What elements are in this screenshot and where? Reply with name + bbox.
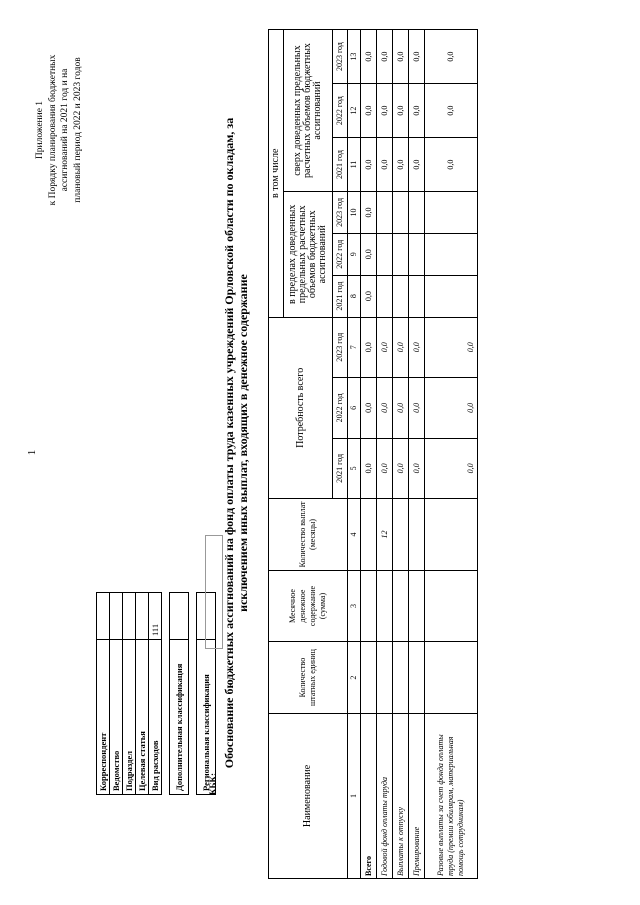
cell: 0,0 (425, 30, 478, 84)
kbk-label: КБК: (208, 773, 218, 795)
cell: 0,0 (409, 30, 425, 84)
cell (409, 570, 425, 642)
budget-table (268, 29, 478, 879)
row-name: Всего (361, 713, 377, 878)
cell (425, 233, 478, 275)
column-number: 4 (348, 499, 361, 571)
year-header: 2021 год (333, 275, 348, 317)
cell: 0,0 (361, 275, 377, 317)
cell (409, 275, 425, 317)
cell (377, 233, 393, 275)
cell: 0,0 (425, 378, 478, 439)
page-number: 1 (26, 449, 38, 456)
cell (361, 570, 377, 642)
cell: 0,0 (361, 378, 377, 439)
cell: 0,0 (409, 438, 425, 499)
cell: 0,0 (409, 378, 425, 439)
cell (393, 192, 409, 234)
year-header: 2023 год (333, 192, 348, 234)
header-total-need: Потребность всего (269, 317, 333, 499)
header-monthly-salary: Месячное денежное содержание (сумма) (269, 570, 348, 642)
cell (393, 570, 409, 642)
classification-value (123, 593, 136, 640)
cell: 0,0 (409, 317, 425, 378)
column-number: 9 (348, 233, 361, 275)
classification-value (97, 593, 110, 640)
appendix-line: ассигнований на 2021 год и на (60, 68, 70, 192)
column-number: 8 (348, 275, 361, 317)
appendix-line: к Порядку планирования бюджетных (47, 54, 58, 206)
classification-row (110, 593, 123, 795)
cell: 0,0 (377, 138, 393, 192)
classification-value: 111 (149, 593, 162, 640)
row-name: Выплаты к отпуску (393, 713, 409, 878)
cell (393, 499, 409, 571)
year-header: 2022 год (333, 378, 348, 439)
cell (361, 642, 377, 714)
row-name: Годовой фонд оплаты труда (377, 713, 393, 878)
row-name: Премирование (409, 713, 425, 878)
cell: 0,0 (409, 138, 425, 192)
year-header: 2021 год (333, 138, 348, 192)
kbk-field[interactable] (205, 535, 223, 649)
year-header: 2023 год (333, 30, 348, 84)
classification-label: Дополнительная классификация (170, 640, 189, 795)
table-row (409, 30, 425, 879)
cell (393, 275, 409, 317)
classification-label: Подраздел (123, 640, 136, 795)
row-name: Разовые выплаты за счет фонда оплаты труда (премии юбилярам, материальная помощь сотрудникам) (425, 713, 478, 878)
year-header: 2022 год (333, 84, 348, 138)
cell: 0,0 (377, 317, 393, 378)
cell: 0,0 (425, 317, 478, 378)
cell (377, 192, 393, 234)
cell (409, 642, 425, 714)
classification-row (123, 593, 136, 795)
classification-label: Региональная классификация (197, 640, 216, 795)
cell (425, 275, 478, 317)
cell: 0,0 (361, 84, 377, 138)
year-header: 2021 год (333, 438, 348, 499)
header-including: в том числе (269, 30, 284, 318)
cell (377, 275, 393, 317)
cell (377, 570, 393, 642)
column-number: 12 (348, 84, 361, 138)
appendix-note (34, 15, 84, 245)
classification-label: Ведомство (110, 640, 123, 795)
column-number: 6 (348, 378, 361, 439)
cell: 0,0 (425, 438, 478, 499)
header-name: Наименование (269, 713, 348, 878)
cell: 0,0 (377, 438, 393, 499)
header-above-limits: сверх доведенных предельных расчетных объемов бюджетных ассигнований (284, 30, 333, 192)
cell (393, 233, 409, 275)
table-row (393, 30, 409, 879)
cell: 0,0 (425, 138, 478, 192)
cell: 0,0 (393, 378, 409, 439)
cell: 0,0 (361, 233, 377, 275)
classification-value (136, 593, 149, 640)
column-number: 13 (348, 30, 361, 84)
cell (425, 570, 478, 642)
classification-row (97, 593, 110, 795)
table-row (425, 30, 478, 879)
column-number: 7 (348, 317, 361, 378)
column-number: 5 (348, 438, 361, 499)
cell (409, 499, 425, 571)
column-number: 10 (348, 192, 361, 234)
cell: 0,0 (361, 438, 377, 499)
column-number: 1 (348, 713, 361, 878)
classification-value (110, 593, 123, 640)
classification-row (170, 593, 189, 795)
classification-table (96, 592, 216, 795)
cell: 0,0 (377, 30, 393, 84)
appendix-line: Приложение 1 (35, 100, 45, 160)
column-number: 2 (348, 642, 361, 714)
classification-label: Целевая статья (136, 640, 149, 795)
classification-label: Корреспондент (97, 640, 110, 795)
cell (361, 499, 377, 571)
cell: 0,0 (361, 192, 377, 234)
cell: 0,0 (393, 84, 409, 138)
classification-value (170, 593, 189, 640)
cell: 0,0 (425, 84, 478, 138)
cell: 12 (377, 499, 393, 571)
header-within-limits: в пределах доведенных предельных расчетных объемов бюджетных ассигнований (284, 192, 333, 317)
cell: 0,0 (409, 84, 425, 138)
classification-row (149, 593, 162, 795)
year-header: 2022 год (333, 233, 348, 275)
cell: 0,0 (393, 438, 409, 499)
cell (425, 499, 478, 571)
cell (425, 192, 478, 234)
cell (377, 642, 393, 714)
cell: 0,0 (377, 84, 393, 138)
cell (393, 642, 409, 714)
cell: 0,0 (361, 317, 377, 378)
table-row (361, 30, 377, 879)
cell (425, 642, 478, 714)
header-staff-units: Количество штатных единиц (269, 642, 348, 714)
classification-label: Вид расходов (149, 640, 162, 795)
cell: 0,0 (393, 317, 409, 378)
year-header: 2023 год (333, 317, 348, 378)
document-title: Обоснование бюджетных ассигнований на фонд оплаты труда казенных учреждений Орловской области по окладам, за исключением иных выплат, входящих в денежное содержание (222, 117, 250, 769)
cell: 0,0 (393, 138, 409, 192)
cell: 0,0 (361, 30, 377, 84)
cell: 0,0 (393, 30, 409, 84)
classification-row (136, 593, 149, 795)
cell: 0,0 (377, 378, 393, 439)
appendix-line: плановый период 2022 и 2023 годов (72, 57, 83, 203)
column-number: 11 (348, 138, 361, 192)
header-payment-months: Количество выплат (месяцы) (269, 499, 348, 571)
table-row (377, 30, 393, 879)
column-number: 3 (348, 570, 361, 642)
cell (409, 233, 425, 275)
cell: 0,0 (361, 138, 377, 192)
cell (409, 192, 425, 234)
